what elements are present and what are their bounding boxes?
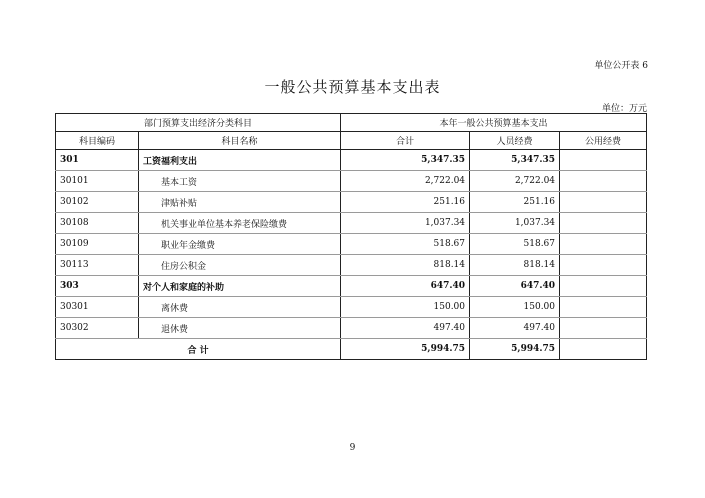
- cell-personnel: 2,722.04: [470, 171, 560, 192]
- column-header-public: 公用经费: [560, 132, 647, 150]
- unit-label: 单位：万元: [601, 104, 647, 114]
- table-row: [56, 318, 647, 339]
- page-number: 9: [349, 443, 356, 453]
- column-header-code: 科目编码: [56, 132, 139, 150]
- column-header-name: 科目名称: [139, 132, 341, 150]
- document-label: 单位公开表 6: [594, 61, 648, 71]
- cell-name: 基本工资: [139, 171, 341, 192]
- cell-name: 工资福利支出: [139, 150, 341, 171]
- cell-public: [560, 276, 647, 297]
- cell-total: 497.40: [341, 318, 470, 339]
- total-public: [560, 339, 647, 360]
- cell-code: 301: [56, 150, 139, 171]
- cell-code: 30113: [56, 255, 139, 276]
- cell-public: [560, 150, 647, 171]
- cell-code: 30102: [56, 192, 139, 213]
- cell-name: 离休费: [139, 297, 341, 318]
- cell-total: 1,037.34: [341, 213, 470, 234]
- table-row: [56, 276, 647, 297]
- cell-name: 对个人和家庭的补助: [139, 276, 341, 297]
- cell-public: [560, 213, 647, 234]
- table-row: [56, 171, 647, 192]
- column-header-total: 合计: [341, 132, 470, 150]
- total-personnel: 5,994.75: [470, 339, 560, 360]
- total-label: 合 计: [56, 339, 341, 360]
- header-group-economic-classification: 部门预算支出经济分类科目: [56, 114, 341, 132]
- cell-personnel: 518.67: [470, 234, 560, 255]
- cell-code: 30302: [56, 318, 139, 339]
- cell-total: 5,347.35: [341, 150, 470, 171]
- cell-name: 津贴补贴: [139, 192, 341, 213]
- cell-personnel: 5,347.35: [470, 150, 560, 171]
- header-group-basic-expenditure: 本年一般公共预算基本支出: [341, 114, 647, 132]
- cell-name: 职业年金缴费: [139, 234, 341, 255]
- cell-public: [560, 318, 647, 339]
- cell-personnel: 497.40: [470, 318, 560, 339]
- total-sum: 5,994.75: [341, 339, 470, 360]
- cell-name: 退休费: [139, 318, 341, 339]
- cell-total: 818.14: [341, 255, 470, 276]
- column-header-personnel: 人员经费: [470, 132, 560, 150]
- page-title: 一般公共预算基本支出表: [264, 78, 441, 96]
- cell-code: 30109: [56, 234, 139, 255]
- cell-code: 30101: [56, 171, 139, 192]
- cell-public: [560, 234, 647, 255]
- cell-personnel: 1,037.34: [470, 213, 560, 234]
- cell-public: [560, 192, 647, 213]
- cell-total: 150.00: [341, 297, 470, 318]
- cell-code: 303: [56, 276, 139, 297]
- table-row: [56, 192, 647, 213]
- table-row: [56, 150, 647, 171]
- cell-public: [560, 297, 647, 318]
- cell-public: [560, 171, 647, 192]
- table-row: [56, 255, 647, 276]
- cell-personnel: 647.40: [470, 276, 560, 297]
- cell-total: 518.67: [341, 234, 470, 255]
- cell-total: 2,722.04: [341, 171, 470, 192]
- cell-name: 机关事业单位基本养老保险缴费: [139, 213, 341, 234]
- table-row: [56, 297, 647, 318]
- cell-personnel: 150.00: [470, 297, 560, 318]
- cell-personnel: 251.16: [470, 192, 560, 213]
- cell-total: 251.16: [341, 192, 470, 213]
- budget-table: [55, 113, 647, 360]
- cell-personnel: 818.14: [470, 255, 560, 276]
- table-row: [56, 234, 647, 255]
- cell-name: 住房公积金: [139, 255, 341, 276]
- cell-total: 647.40: [341, 276, 470, 297]
- table-row: [56, 213, 647, 234]
- cell-code: 30301: [56, 297, 139, 318]
- total-row: [56, 339, 647, 360]
- cell-code: 30108: [56, 213, 139, 234]
- cell-public: [560, 255, 647, 276]
